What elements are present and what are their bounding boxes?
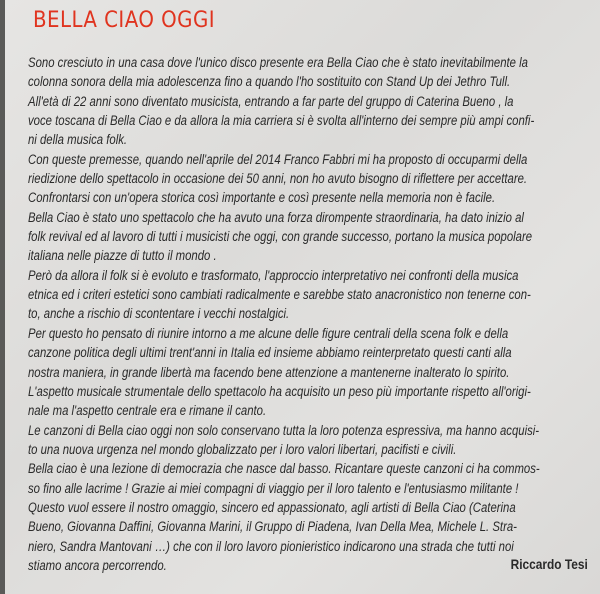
text-line: Però da allora il folk si è evoluto e trasformato, l'approccio interpretativo nei confronti della musica <box>28 267 519 284</box>
text-line: nostra maniera, in grande libertà ma facendo bene attenzione a mantenerne inalterato lo spirito. <box>28 364 510 381</box>
text-line: riedizione dello spettacolo in occasione dei 50 anni, non ho avuto bisogno di riflettere per accettare. <box>28 171 528 188</box>
author-signature: Riccardo Tesi <box>510 556 588 572</box>
text-line: Questo vuol essere il nostro omaggio, sincero ed appassionato, agli artisti di Bella Ciao (Caterina <box>28 499 516 516</box>
text-line: Per questo ho pensato di riunire intorno a me alcune delle figure centrali della scena folk e della <box>28 325 509 342</box>
article-body <box>28 54 600 576</box>
text-line: Con queste premesse, quando nell'aprile del 2014 Franco Fabbri mi ha proposto di occuparmi della <box>28 151 528 168</box>
text-line: Bella Ciao è stato uno spettacolo che ha avuto una forza dirompente straordinaria, ha dato inizio al <box>28 209 524 226</box>
text-line: All'età di 22 anni sono diventato musicista, entrando a far parte del gruppo di Caterina Bueno , la <box>28 93 514 110</box>
booklet-page <box>5 0 600 594</box>
text-line: to una nuova urgenza nel mondo globalizzato per i loro valori libertari, pacifisti e civili. <box>28 441 457 458</box>
text-line: nale ma l'aspetto centrale era e rimane il canto. <box>28 403 267 420</box>
text-line: Bella ciao è una lezione di democrazia che nasce dal basso. Ricantare queste canzoni ci ha commos- <box>28 461 540 478</box>
text-line: colonna sonora della mia adolescenza fino a quando l'ho sostituito con Stand Up dei Jethro Tull. <box>28 74 511 91</box>
page-title: BELLA CIAO OGGI <box>33 8 216 33</box>
text-line: Sono cresciuto in una casa dove l'unico disco presente era Bella Ciao che è stato inevitabilmente la <box>28 55 528 71</box>
text-line: Le canzoni di Bella ciao oggi non solo conservano tutta la loro potenza espressiva, ma hanno acquisi- <box>28 422 540 439</box>
text-line: voce toscana di Bella Ciao e da allora la mia carriera si è svolta all'interno dei sempre più ampi confi- <box>28 113 535 130</box>
text-line: niero, Sandra Mantovani …) che con il loro lavoro pionieristico indicarono una strada che tutti noi <box>28 538 514 555</box>
text-line: so fino alle lacrime ! Grazie ai miei compagni di viaggio per il loro talento e l'entusiasmo militante ! <box>28 480 519 497</box>
text-line: L'aspetto musicale strumentale dello spettacolo ha acquisito un peso più importante rispetto all'origi- <box>28 383 531 400</box>
text-line: canzone politica degli ultimi trent'anni in Italia ed insieme abbiamo reinterpretato questi canti alla <box>28 345 512 362</box>
text-line: folk revival ed al lavoro di tutti i musicisti che oggi, con grande successo, portano la musica popolare <box>28 229 533 246</box>
text-line: to, anche a rischio di scontentare i vecchi nostalgici. <box>28 306 290 323</box>
text-line: Bueno, Giovanna Daffini, Giovanna Marini, il Gruppo di Piadena, Ivan Della Mea, Michele L. Stra- <box>28 519 517 536</box>
text-line: italiana nelle piazze di tutto il mondo . <box>28 248 217 265</box>
text-line: etnica ed i criteri estetici sono cambiati radicalmente e sarebbe stato anacronistico non tenerne con- <box>28 287 531 304</box>
text-line: ni della musica folk. <box>28 132 128 149</box>
text-line: stiamo ancora percorrendo. <box>28 557 167 574</box>
text-line: Confrontarsi con un'opera storica così importante e così presente nella memoria non è facile. <box>28 190 496 207</box>
